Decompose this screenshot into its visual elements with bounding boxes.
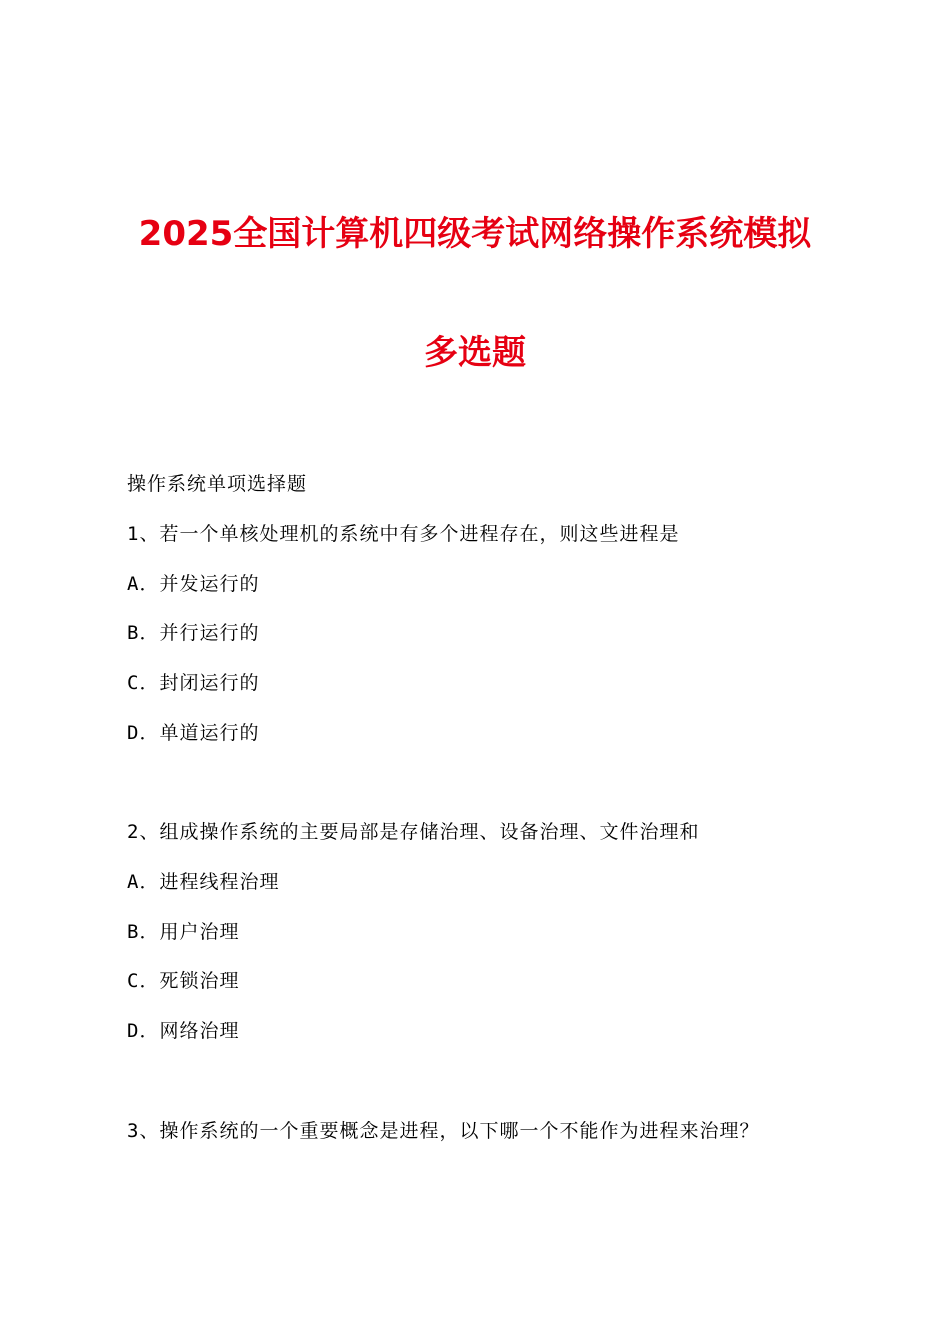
document-title-line-2: 多选题: [424, 333, 526, 373]
option-c: C．封闭运行的: [127, 672, 260, 694]
option-d: D．单道运行的: [127, 722, 260, 744]
option-a: A．并发运行的: [127, 573, 260, 595]
document-title-line-1: 2025全国计算机四级考试网络操作系统模拟: [138, 214, 812, 254]
option-d: D．网络治理: [127, 1020, 240, 1042]
option-a: A．进程线程治理: [127, 871, 280, 893]
question-stem: 3、操作系统的一个重要概念是进程，以下哪一个不能作为进程来治理？: [127, 1120, 760, 1142]
section-heading: 操作系统单项选择题: [127, 473, 308, 495]
option-b: B．用户治理: [127, 921, 240, 943]
option-c: C．死锁治理: [127, 970, 240, 992]
question-stem: 2、组成操作系统的主要局部是存储治理、设备治理、文件治理和: [127, 821, 700, 843]
question-stem: 1、若一个单核处理机的系统中有多个进程存在，则这些进程是: [127, 523, 680, 545]
option-b: B．并行运行的: [127, 622, 260, 644]
